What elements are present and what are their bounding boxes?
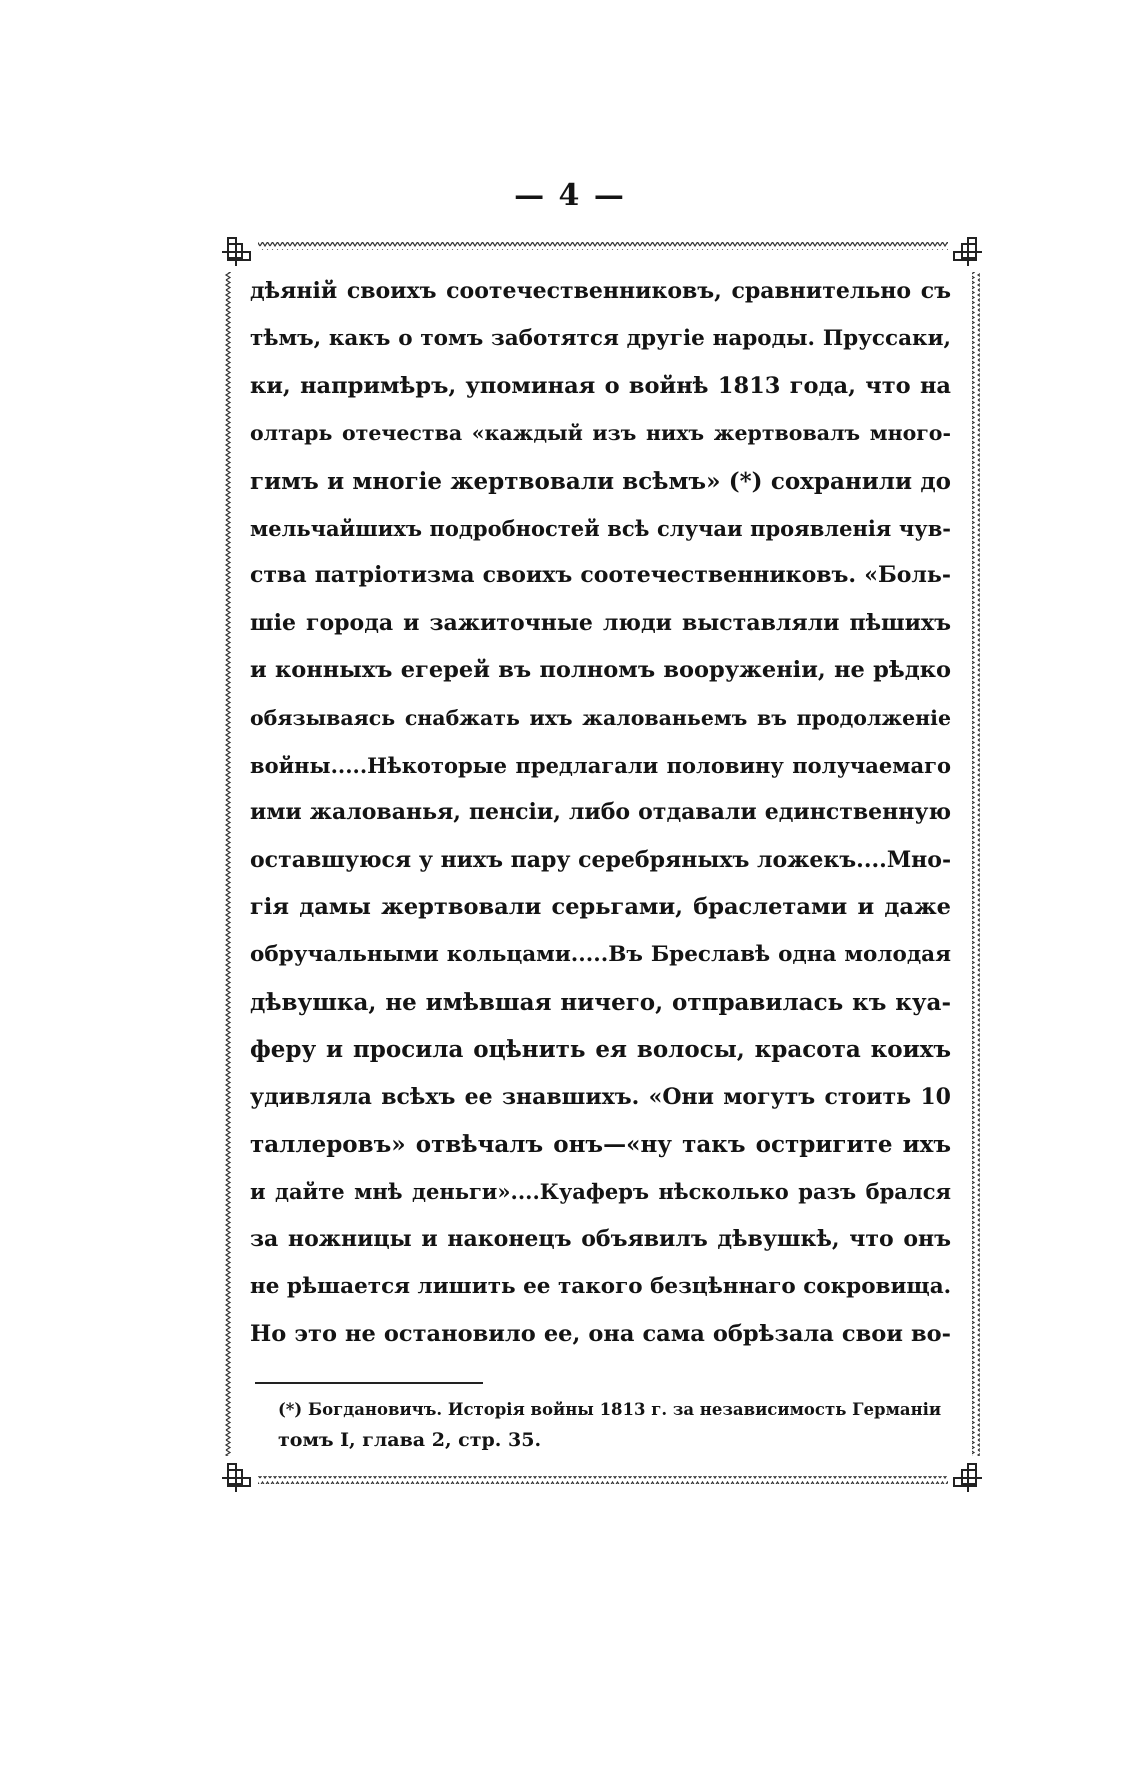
footnote-line: (*) Богдановичъ. Исторія войны 1813 г. за независимость Германіи [278, 1400, 942, 1419]
frame-top-border [258, 242, 948, 250]
body-line: обязываясь снабжать ихъ жалованьемъ въ продолженіе [250, 705, 951, 730]
body-line: таллеровъ» отвѣчалъ онъ—«ну такъ остригите ихъ [250, 1131, 951, 1159]
body-line: удивляла всѣхъ ее знавшихъ. «Они могутъ стоить 10 [250, 1083, 951, 1110]
footnote-divider [255, 1382, 483, 1384]
body-line: Но это не остановило ее, она сама обрѣзала свои во- [250, 1320, 951, 1347]
body-line: дѣяній своихъ соотечественниковъ, сравнительно съ [250, 278, 951, 304]
body-line: феру и просила оцѣнить ея волосы, красота коихъ [250, 1036, 951, 1064]
frame-corner-top-right [954, 238, 982, 266]
body-line: тѣмъ, какъ о томъ заботятся другіе народы. Пруссаки, [250, 326, 951, 352]
frame-bottom-border [258, 1476, 948, 1484]
body-line: войны.....Нѣкоторые предлагали половину получаемаго [250, 752, 951, 778]
body-line: олтарь отечества «каждый изъ нихъ жертвовалъ много- [250, 421, 951, 446]
frame-corner-bottom-left [222, 1464, 250, 1492]
body-line: ими жалованья, пенсіи, либо отдавали единственную [250, 799, 951, 826]
body-line: шіе города и зажиточные люди выставляли пѣшихъ [250, 609, 951, 636]
body-line: обручальными кольцами.....Въ Бреславѣ одна молодая [250, 942, 951, 968]
body-line: гимъ и многіе жертвовали всѣмъ» (*) сохранили до [250, 467, 951, 495]
body-line: и конныхъ егерей въ полномъ вооруженіи, не рѣдко [250, 657, 951, 684]
frame-left-border [223, 272, 231, 1456]
body-line: ки, напримѣръ, упоминая о войнѣ 1813 года, что на [250, 372, 951, 399]
body-line: ства патріотизма своихъ соотечественниковъ. «Боль- [250, 562, 951, 589]
page-number: — 4 — [514, 178, 626, 213]
body-text [250, 268, 951, 1358]
body-line: не рѣшается лишить ее такого безцѣннаго сокровища. [250, 1274, 951, 1300]
frame-corner-bottom-right [954, 1464, 982, 1492]
body-line: гія дамы жертвовали серьгами, браслетами и даже [250, 894, 951, 921]
body-line: оставшуюся у нихъ пару серебряныхъ ложекъ....Мно- [250, 846, 951, 873]
footnote-line: томъ I, глава 2, стр. 35. [278, 1429, 542, 1451]
frame-corner-top-left [222, 238, 250, 266]
body-line: за ножницы и наконецъ объявилъ дѣвушкѣ, что онъ [250, 1225, 951, 1252]
body-line: мельчайшихъ подробностей всѣ случаи проявленія чув- [250, 515, 951, 541]
body-line: и дайте мнѣ деньги»....Куаферъ нѣсколько разъ брался [250, 1179, 951, 1205]
footnote [278, 1395, 958, 1455]
body-line: дѣвушка, не имѣвшая ничего, отправилась къ куа- [250, 988, 951, 1016]
frame-right-border [972, 272, 980, 1456]
